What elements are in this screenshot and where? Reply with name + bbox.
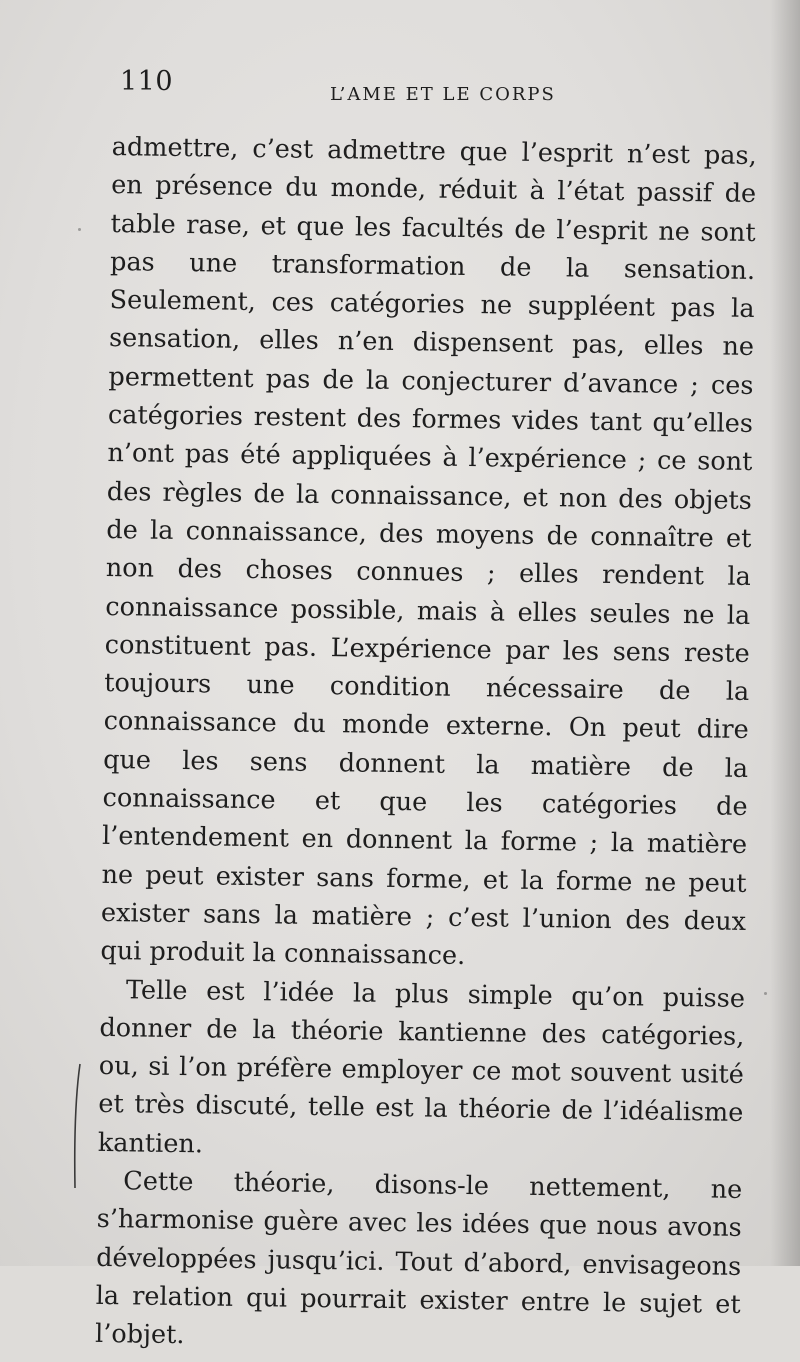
pencil-margin-mark (70, 1062, 84, 1190)
running-title: L’AME ET LE CORPS (330, 84, 556, 105)
paper-speck (78, 228, 81, 231)
paper-speck (764, 992, 767, 995)
paragraph-kantian-theory: Telle est l’idée la plus simple qu’on puisse donner de la théorie kantienne des catégories, ou, si l’on préfère employer ce mot souvent usité et très discuté, telle est la théorie de l’idéalisme kantien. (97, 974, 746, 1160)
paragraph-continued: admettre, c’est admettre que l’esprit n’est pas, en présence du monde, réduit à l’état passif de table rase, et que les facultés de l’esprit ne sont pas une transformation de la sensation. Seulement, ces catégories ne suppléent pas la sensation, elles n’en dispensent pas, elles ne permettent pas de la conjecturer d’avance ; ces catégories restent des formes vides tant qu’elles n’ont pas été appliquées à l’expérience ; ce sont des règles de la connaissance, et non des objets de la connaissance, des moyens de connaître et non des choses connues ; elles rendent la connaissance possible, mais à elles seules ne la constituent pas. L’expérience par les sens reste toujours une condition nécessaire de la connaissance du monde externe. On peut dire que les sens donnent la matière de la connaissance et que les catégories de l’entendement en donnent la forme ; la matière ne peut exister sans forme, et la forme ne peut exister sans la matière ; c’est l’union des deux qui produit la connaissance. (100, 131, 757, 972)
body-text (95, 128, 757, 1362)
paragraph-harmony: Cette théorie, disons-le nettement, ne s’harmonise guère avec les idées que nous avons développées jusqu’ici. Tout d’abord, envisageons la relation qui pourrait exister entre le sujet et l’objet. (94, 1166, 743, 1351)
page-number: 110 (120, 66, 174, 97)
page-edge-shadow (770, 0, 800, 1266)
